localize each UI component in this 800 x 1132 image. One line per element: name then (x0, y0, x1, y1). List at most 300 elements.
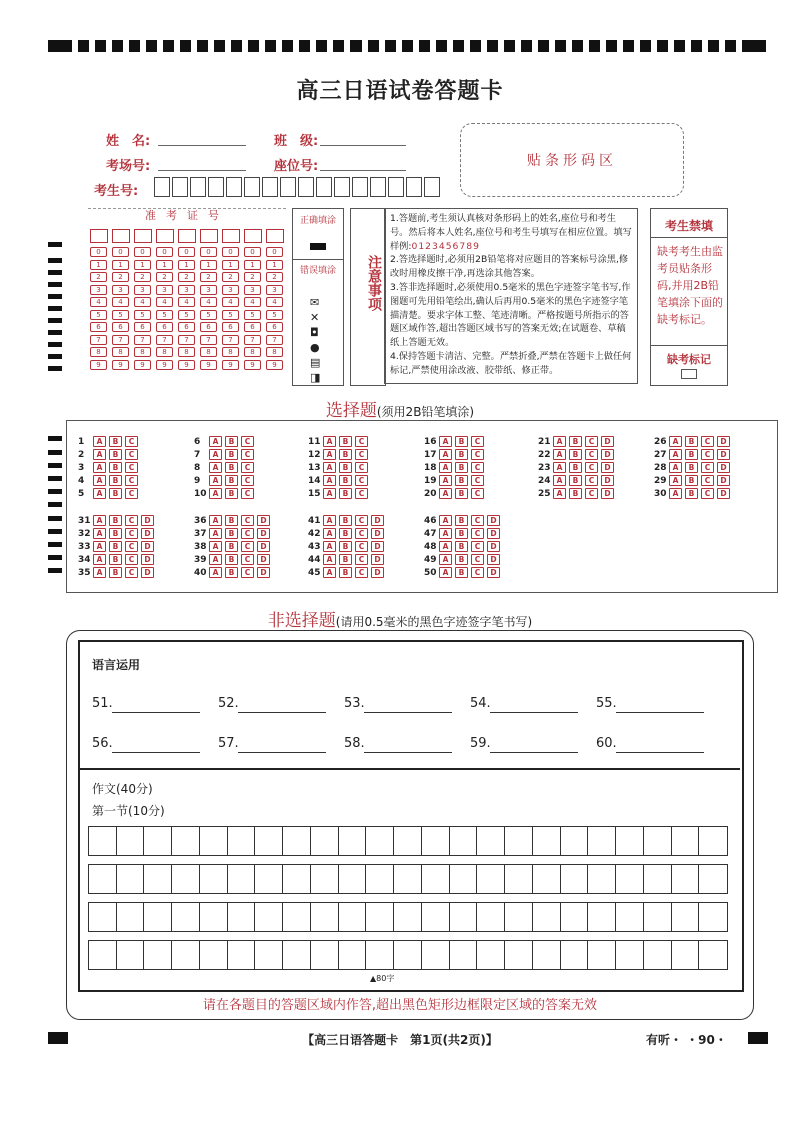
option-bubble-A[interactable]: A (553, 475, 566, 486)
option-bubble-D[interactable]: D (141, 528, 154, 539)
option-bubble-D[interactable]: D (141, 567, 154, 578)
option-bubble-D[interactable]: D (487, 541, 500, 552)
question-11 (308, 436, 371, 447)
admission-column[interactable]: 0 1 2 3 4 5 6 7 8 9 (156, 229, 174, 372)
option-bubble-A[interactable]: A (553, 436, 566, 447)
option-bubble-C[interactable]: C (125, 567, 138, 578)
option-bubble-D[interactable]: D (601, 449, 614, 460)
question-16 (424, 436, 487, 447)
option-bubble-A[interactable]: A (323, 449, 336, 460)
option-bubble-A[interactable]: A (323, 541, 336, 552)
option-bubble-C[interactable]: C (355, 528, 368, 539)
option-bubble-C[interactable]: C (355, 554, 368, 565)
option-bubble-B[interactable]: B (225, 515, 238, 526)
question-33 (78, 541, 157, 552)
option-bubble-D[interactable]: D (717, 475, 730, 486)
question-24 (538, 475, 617, 486)
admission-column[interactable]: 0 1 2 3 4 5 6 7 8 9 (222, 229, 240, 372)
absent-mark-bubble[interactable] (681, 369, 697, 379)
question-36 (194, 515, 273, 526)
exam-no-label: 考生号: (94, 184, 139, 199)
option-bubble-C[interactable]: C (125, 449, 138, 460)
option-bubble-A[interactable]: A (209, 449, 222, 460)
option-bubble-B[interactable]: B (339, 528, 352, 539)
option-bubble-D[interactable]: D (717, 462, 730, 473)
answer-blank[interactable] (616, 742, 704, 753)
option-bubble-C[interactable]: C (471, 541, 484, 552)
option-bubble-B[interactable]: B (685, 475, 698, 486)
question-17 (424, 449, 487, 460)
option-bubble-C[interactable]: C (471, 554, 484, 565)
option-bubble-D[interactable]: D (487, 567, 500, 578)
option-bubble-D[interactable]: D (487, 554, 500, 565)
answer-blank[interactable] (364, 742, 452, 753)
option-bubble-B[interactable]: B (225, 462, 238, 473)
option-bubble-A[interactable]: A (209, 475, 222, 486)
question-25 (538, 488, 617, 499)
question-number: 27 (654, 449, 667, 460)
question-number: 32 (78, 528, 91, 539)
timing-mark (48, 476, 62, 481)
option-bubble-B[interactable]: B (225, 436, 238, 447)
question-8 (194, 462, 257, 473)
option-bubble-A[interactable]: A (209, 541, 222, 552)
option-bubble-A[interactable]: A (553, 462, 566, 473)
option-bubble-A[interactable]: A (669, 475, 682, 486)
question-number: 47 (424, 528, 437, 539)
option-bubble-A[interactable]: A (209, 436, 222, 447)
essay-grid-row[interactable] (88, 864, 728, 894)
option-bubble-A[interactable]: A (323, 515, 336, 526)
admission-column[interactable]: 0 1 2 3 4 5 6 7 8 9 (244, 229, 262, 372)
blank-number: 58. (344, 736, 365, 751)
option-bubble-C[interactable]: C (355, 515, 368, 526)
option-bubble-D[interactable]: D (371, 541, 384, 552)
option-bubble-B[interactable]: B (685, 436, 698, 447)
option-bubble-C[interactable]: C (125, 528, 138, 539)
timing-mark (48, 555, 62, 560)
wrong-fill-label: 错误填涂 (299, 266, 336, 276)
admission-column[interactable]: 0 1 2 3 4 5 6 7 8 9 (178, 229, 196, 372)
option-bubble-C[interactable]: C (125, 515, 138, 526)
option-bubble-C[interactable]: C (355, 567, 368, 578)
question-14 (308, 475, 371, 486)
question-number: 31 (78, 515, 91, 526)
question-number: 48 (424, 541, 437, 552)
option-bubble-A[interactable]: A (669, 449, 682, 460)
fill-example-box (292, 208, 344, 386)
option-bubble-C[interactable]: C (355, 436, 368, 447)
question-18 (424, 462, 487, 473)
admission-number-grid[interactable] (88, 208, 286, 386)
question-number: 49 (424, 554, 437, 565)
invalid-area-warning: 请在各题目的答题区域内作答,超出黑色矩形边框限定区域的答案无效 (202, 998, 598, 1013)
option-bubble-A[interactable]: A (439, 436, 452, 447)
option-bubble-D[interactable]: D (371, 567, 384, 578)
option-bubble-B[interactable]: B (109, 541, 122, 552)
option-bubble-D[interactable]: D (487, 515, 500, 526)
seat-field[interactable] (320, 156, 406, 171)
question-number: 38 (194, 541, 207, 552)
question-22 (538, 449, 617, 460)
correct-fill-label: 正确填涂 (299, 216, 336, 226)
option-bubble-C[interactable]: C (125, 541, 138, 552)
option-bubble-C[interactable]: C (241, 488, 254, 499)
answer-blank[interactable] (490, 742, 578, 753)
option-bubble-D[interactable]: D (257, 567, 270, 578)
question-39 (194, 554, 273, 565)
blank-number: 51. (92, 696, 113, 711)
question-19 (424, 475, 487, 486)
option-bubble-A[interactable]: A (439, 488, 452, 499)
option-bubble-A[interactable]: A (323, 488, 336, 499)
question-15 (308, 488, 371, 499)
option-bubble-C[interactable]: C (471, 475, 484, 486)
option-bubble-C[interactable]: C (241, 528, 254, 539)
option-bubble-A[interactable]: A (93, 488, 106, 499)
answer-blank[interactable] (238, 742, 326, 753)
option-bubble-C[interactable]: C (125, 554, 138, 565)
timing-mark (48, 529, 62, 534)
option-bubble-D[interactable]: D (601, 462, 614, 473)
option-bubble-C[interactable]: C (355, 475, 368, 486)
option-bubble-C[interactable]: C (241, 541, 254, 552)
option-bubble-C[interactable]: C (355, 449, 368, 460)
option-bubble-A[interactable]: A (439, 528, 452, 539)
option-bubble-B[interactable]: B (339, 567, 352, 578)
option-bubble-A[interactable]: A (209, 554, 222, 565)
option-bubble-D[interactable]: D (601, 488, 614, 499)
option-bubble-B[interactable]: B (109, 449, 122, 460)
option-bubble-C[interactable]: C (355, 488, 368, 499)
admission-column[interactable]: 0 1 2 3 4 5 6 7 8 9 (134, 229, 152, 372)
option-bubble-C[interactable]: C (241, 554, 254, 565)
option-bubble-C[interactable]: C (241, 475, 254, 486)
option-bubble-A[interactable]: A (323, 436, 336, 447)
blank-number: 57. (218, 736, 239, 751)
option-bubble-C[interactable]: C (701, 475, 714, 486)
option-bubble-B[interactable]: B (225, 541, 238, 552)
option-bubble-A[interactable]: A (93, 449, 106, 460)
question-43 (308, 541, 387, 552)
staff-only-text: 缺考考生由监考员贴条形码,并用2B铅笔填涂下面的缺考标记。 (657, 245, 723, 326)
staff-only-title: 考生禁填 (664, 219, 713, 233)
option-bubble-D[interactable]: D (717, 449, 730, 460)
option-bubble-B[interactable]: B (455, 475, 468, 486)
question-6 (194, 436, 257, 447)
page-title: 高三日语试卷答题卡 (296, 79, 504, 104)
option-bubble-B[interactable]: B (339, 488, 352, 499)
question-number: 43 (308, 541, 321, 552)
option-bubble-A[interactable]: A (93, 528, 106, 539)
option-bubble-A[interactable]: A (93, 541, 106, 552)
option-bubble-C[interactable]: C (585, 449, 598, 460)
question-1 (78, 436, 141, 447)
option-bubble-A[interactable]: A (209, 515, 222, 526)
admission-column[interactable]: 0 1 2 3 4 5 6 7 8 9 (200, 229, 218, 372)
option-bubble-A[interactable]: A (323, 462, 336, 473)
question-28 (654, 462, 733, 473)
absent-mark-label: 缺考标记 (667, 353, 711, 366)
admission-column[interactable]: 0 1 2 3 4 5 6 7 8 9 (90, 229, 108, 372)
timing-mark (48, 366, 62, 371)
option-bubble-A[interactable]: A (93, 475, 106, 486)
option-bubble-B[interactable]: B (109, 475, 122, 486)
question-38 (194, 541, 273, 552)
option-bubble-B[interactable]: B (455, 488, 468, 499)
option-bubble-B[interactable]: B (455, 436, 468, 447)
option-bubble-A[interactable]: A (93, 436, 106, 447)
essay-grid-row[interactable] (88, 902, 728, 932)
essay-grid-row[interactable] (88, 826, 728, 856)
option-bubble-B[interactable]: B (455, 567, 468, 578)
answer-blank[interactable] (490, 702, 578, 713)
option-bubble-C[interactable]: C (471, 449, 484, 460)
question-32 (78, 528, 157, 539)
option-bubble-B[interactable]: B (455, 449, 468, 460)
nonchoice-section-title: 非选择题(请用0.5毫米的黑色字迹签字笔书写) (267, 611, 533, 631)
timing-mark (48, 294, 62, 299)
option-bubble-A[interactable]: A (93, 515, 106, 526)
option-bubble-B[interactable]: B (569, 475, 582, 486)
footer-page-info: 【高三日语答题卡 第1页(共2页)】 (302, 1033, 498, 1047)
word-count-mark: ▲80字 (370, 974, 395, 983)
option-bubble-A[interactable]: A (323, 528, 336, 539)
option-bubble-A[interactable]: A (669, 462, 682, 473)
option-bubble-A[interactable]: A (209, 567, 222, 578)
option-bubble-B[interactable]: B (109, 436, 122, 447)
option-bubble-A[interactable]: A (439, 554, 452, 565)
option-bubble-B[interactable]: B (455, 462, 468, 473)
option-bubble-D[interactable]: D (257, 541, 270, 552)
option-bubble-B[interactable]: B (109, 528, 122, 539)
option-bubble-B[interactable]: B (225, 488, 238, 499)
question-number: 10 (194, 488, 207, 499)
option-bubble-C[interactable]: C (241, 436, 254, 447)
option-bubble-B[interactable]: B (339, 449, 352, 460)
option-bubble-B[interactable]: B (109, 554, 122, 565)
option-bubble-B[interactable]: B (685, 462, 698, 473)
option-bubble-C[interactable]: C (585, 475, 598, 486)
option-bubble-C[interactable]: C (471, 488, 484, 499)
option-bubble-D[interactable]: D (257, 528, 270, 539)
option-bubble-B[interactable]: B (225, 475, 238, 486)
question-number: 37 (194, 528, 207, 539)
question-31 (78, 515, 157, 526)
option-bubble-D[interactable]: D (141, 541, 154, 552)
question-37 (194, 528, 273, 539)
option-bubble-B[interactable]: B (339, 554, 352, 565)
option-bubble-B[interactable]: B (339, 541, 352, 552)
option-bubble-A[interactable]: A (323, 475, 336, 486)
question-5 (78, 488, 141, 499)
answer-blank[interactable] (238, 702, 326, 713)
name-field[interactable] (158, 131, 246, 146)
room-label: 考场号: (106, 159, 151, 174)
option-bubble-B[interactable]: B (339, 475, 352, 486)
option-bubble-A[interactable]: A (323, 567, 336, 578)
option-bubble-C[interactable]: C (471, 528, 484, 539)
answer-blank[interactable] (112, 702, 200, 713)
option-bubble-C[interactable]: C (125, 462, 138, 473)
option-bubble-C[interactable]: C (241, 515, 254, 526)
option-bubble-B[interactable]: B (455, 554, 468, 565)
option-bubble-B[interactable]: B (225, 449, 238, 460)
option-bubble-B[interactable]: B (109, 488, 122, 499)
question-13 (308, 462, 371, 473)
question-number: 23 (538, 462, 551, 473)
admission-column[interactable]: 0 1 2 3 4 5 6 7 8 9 (112, 229, 130, 372)
option-bubble-D[interactable]: D (601, 436, 614, 447)
option-bubble-A[interactable]: A (209, 488, 222, 499)
option-bubble-B[interactable]: B (339, 515, 352, 526)
question-35 (78, 567, 157, 578)
option-bubble-C[interactable]: C (585, 462, 598, 473)
option-bubble-C[interactable]: C (701, 436, 714, 447)
option-bubble-D[interactable]: D (257, 554, 270, 565)
option-bubble-A[interactable]: A (439, 567, 452, 578)
option-bubble-D[interactable]: D (601, 475, 614, 486)
option-bubble-C[interactable]: C (585, 436, 598, 447)
option-bubble-B[interactable]: B (225, 554, 238, 565)
question-50 (424, 567, 503, 578)
timing-mark (48, 516, 62, 521)
option-bubble-A[interactable]: A (93, 462, 106, 473)
answer-blank[interactable] (616, 702, 704, 713)
question-number: 40 (194, 567, 207, 578)
option-bubble-A[interactable]: A (93, 567, 106, 578)
question-45 (308, 567, 387, 578)
question-23 (538, 462, 617, 473)
answer-blank[interactable] (112, 742, 200, 753)
option-bubble-A[interactable]: A (439, 449, 452, 460)
question-29 (654, 475, 733, 486)
question-number: 28 (654, 462, 667, 473)
option-bubble-B[interactable]: B (339, 462, 352, 473)
question-number: 6 (194, 436, 201, 447)
option-bubble-A[interactable]: A (553, 449, 566, 460)
option-bubble-B[interactable]: B (685, 449, 698, 460)
option-bubble-D[interactable]: D (257, 515, 270, 526)
option-bubble-C[interactable]: C (355, 462, 368, 473)
option-bubble-C[interactable]: C (701, 449, 714, 460)
blank-number: 55. (596, 696, 617, 711)
option-bubble-B[interactable]: B (109, 462, 122, 473)
admission-column[interactable]: 0 1 2 3 4 5 6 7 8 9 (266, 229, 284, 372)
question-number: 8 (194, 462, 201, 473)
option-bubble-C[interactable]: C (355, 541, 368, 552)
option-bubble-D[interactable]: D (141, 554, 154, 565)
blank-number: 53. (344, 696, 365, 711)
timing-mark (48, 502, 62, 507)
option-bubble-C[interactable]: C (471, 567, 484, 578)
option-bubble-A[interactable]: A (439, 475, 452, 486)
option-bubble-A[interactable]: A (93, 554, 106, 565)
option-bubble-C[interactable]: C (241, 449, 254, 460)
option-bubble-B[interactable]: B (455, 541, 468, 552)
option-bubble-D[interactable]: D (717, 436, 730, 447)
option-bubble-C[interactable]: C (125, 488, 138, 499)
class-field[interactable] (320, 131, 406, 146)
option-bubble-A[interactable]: A (323, 554, 336, 565)
option-bubble-A[interactable]: A (209, 528, 222, 539)
question-number: 50 (424, 567, 437, 578)
option-bubble-A[interactable]: A (553, 488, 566, 499)
barcode-area: 贴条形码区 (460, 123, 684, 197)
option-bubble-C[interactable]: C (471, 436, 484, 447)
notice-item-2: 2.答选择题时,必须用2B铅笔将对应题目的答案标号涂黑,修改时用橡皮擦干净,再选涂其他答案。 (390, 254, 629, 280)
option-bubble-A[interactable]: A (669, 436, 682, 447)
option-bubble-D[interactable]: D (371, 515, 384, 526)
question-47 (424, 528, 503, 539)
option-bubble-D[interactable]: D (371, 554, 384, 565)
option-bubble-B[interactable]: B (569, 449, 582, 460)
option-bubble-B[interactable]: B (109, 515, 122, 526)
option-bubble-B[interactable]: B (339, 436, 352, 447)
option-bubble-B[interactable]: B (569, 488, 582, 499)
option-bubble-C[interactable]: C (471, 462, 484, 473)
option-bubble-C[interactable]: C (241, 462, 254, 473)
option-bubble-C[interactable]: C (125, 475, 138, 486)
option-bubble-B[interactable]: B (225, 528, 238, 539)
option-bubble-B[interactable]: B (569, 436, 582, 447)
essay-heading: 作文(40分) (92, 782, 153, 796)
room-field[interactable] (158, 156, 246, 171)
question-number: 7 (194, 449, 201, 460)
question-number: 21 (538, 436, 551, 447)
question-3 (78, 462, 141, 473)
option-bubble-B[interactable]: B (455, 515, 468, 526)
option-bubble-B[interactable]: B (455, 528, 468, 539)
question-7 (194, 449, 257, 460)
option-bubble-A[interactable]: A (439, 541, 452, 552)
option-bubble-A[interactable]: A (669, 488, 682, 499)
option-bubble-D[interactable]: D (371, 528, 384, 539)
option-bubble-A[interactable]: A (439, 462, 452, 473)
timing-mark (48, 258, 62, 263)
question-number: 34 (78, 554, 91, 565)
timing-mark (48, 436, 62, 441)
option-bubble-B[interactable]: B (225, 567, 238, 578)
option-bubble-D[interactable]: D (487, 528, 500, 539)
option-bubble-C[interactable]: C (585, 488, 598, 499)
option-bubble-A[interactable]: A (439, 515, 452, 526)
seat-label: 座位号: (274, 159, 319, 174)
question-number: 33 (78, 541, 91, 552)
answer-blank[interactable] (364, 702, 452, 713)
option-bubble-D[interactable]: D (717, 488, 730, 499)
option-bubble-C[interactable]: C (125, 436, 138, 447)
question-number: 29 (654, 475, 667, 486)
question-34 (78, 554, 157, 565)
option-bubble-B[interactable]: B (685, 488, 698, 499)
top-timing-bar (48, 40, 766, 52)
essay-grid-row[interactable] (88, 940, 728, 970)
option-bubble-C[interactable]: C (241, 567, 254, 578)
option-bubble-A[interactable]: A (209, 462, 222, 473)
question-9 (194, 475, 257, 486)
option-bubble-D[interactable]: D (141, 515, 154, 526)
option-bubble-C[interactable]: C (471, 515, 484, 526)
option-bubble-B[interactable]: B (109, 567, 122, 578)
option-bubble-B[interactable]: B (569, 462, 582, 473)
question-number: 26 (654, 436, 667, 447)
option-bubble-C[interactable]: C (701, 488, 714, 499)
question-number: 3 (78, 462, 85, 473)
question-number: 25 (538, 488, 551, 499)
option-bubble-C[interactable]: C (701, 462, 714, 473)
class-label: 班 级: (274, 134, 319, 149)
